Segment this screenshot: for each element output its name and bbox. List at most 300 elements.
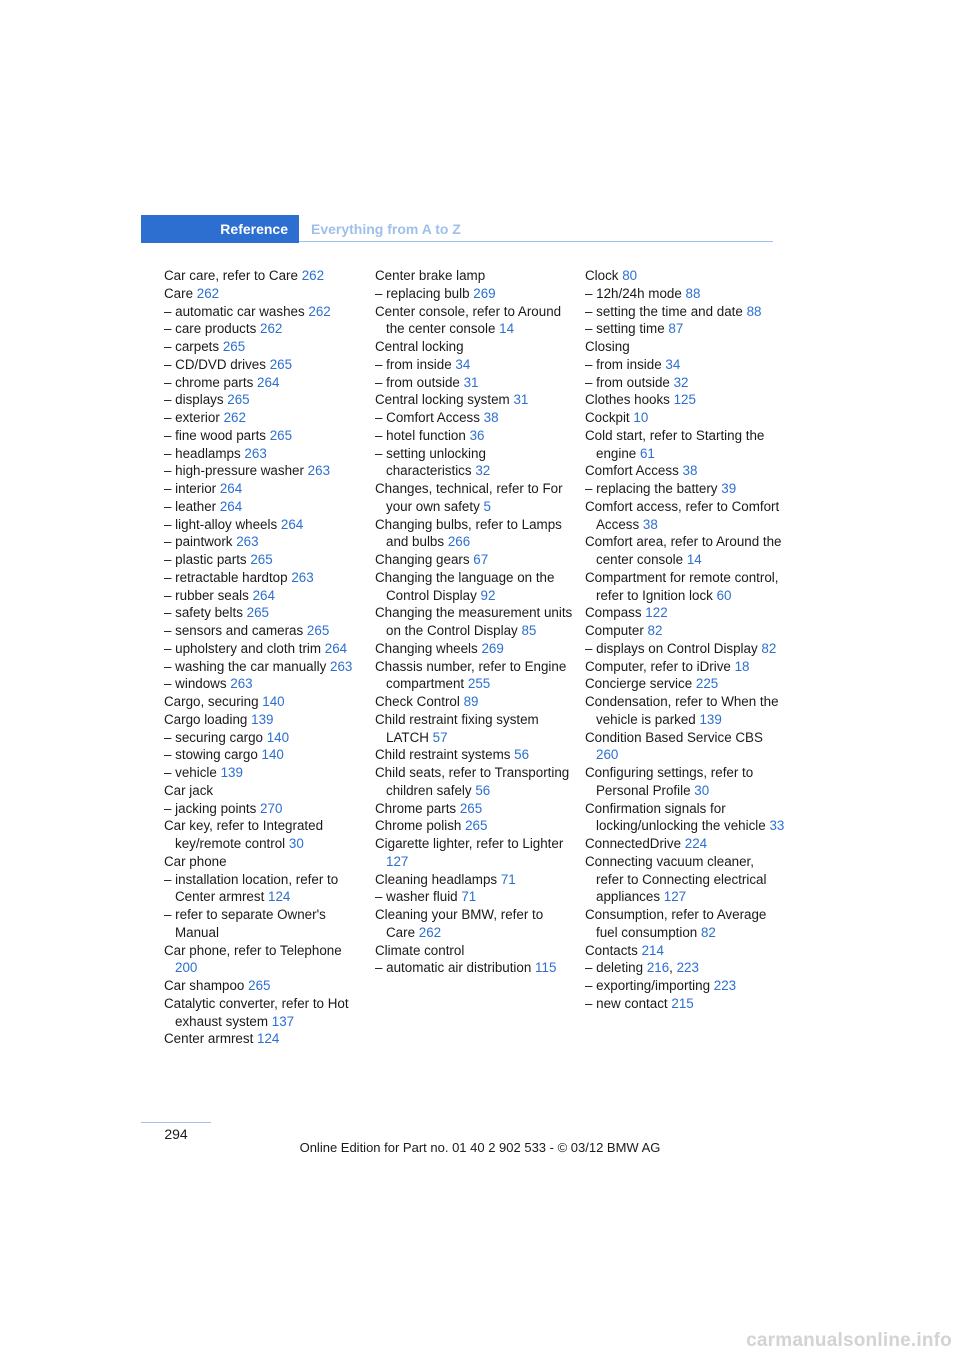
index-entry-text: Child restraint fixing system LATCH <box>375 711 539 745</box>
page-reference-link[interactable]: 264 <box>219 498 243 514</box>
page-reference-link[interactable]: 216 <box>646 960 670 976</box>
page-reference-link[interactable]: 265 <box>269 356 293 372</box>
index-entry <box>164 764 364 782</box>
index-entry <box>375 764 575 800</box>
index-entry <box>375 658 575 694</box>
index-entry-text: Cigarette lighter, refer to Lighter <box>375 836 564 851</box>
index-entry-text: – replacing bulb <box>375 285 470 301</box>
index-entry <box>164 675 364 693</box>
page-reference-link[interactable]: 34 <box>455 356 471 372</box>
page-reference-link[interactable]: 264 <box>252 587 275 603</box>
page-reference-link[interactable]: 139 <box>220 765 243 780</box>
index-entry-text: – light-alloy wheels <box>164 516 278 532</box>
index-entry <box>164 817 364 853</box>
page-reference-link[interactable]: 139 <box>251 711 274 727</box>
index-entry <box>164 374 364 392</box>
page-reference-link[interactable]: 262 <box>260 321 283 337</box>
page-reference-link[interactable]: 263 <box>236 534 259 550</box>
index-entry-text: Center console, refer to Around the center console <box>375 303 562 337</box>
index-entry <box>164 782 364 800</box>
page-reference-link[interactable]: 265 <box>246 605 269 621</box>
index-entry-text: Confirmation signals for locking/unlocking the vehicle <box>585 800 766 834</box>
index-entry-text: Chrome parts <box>375 800 457 816</box>
page-reference-link[interactable]: 5 <box>483 498 491 514</box>
index-entry <box>585 640 785 658</box>
index-entry-text: Check Control <box>375 694 460 709</box>
index-entry <box>164 285 364 303</box>
index-entry <box>375 640 575 658</box>
page-reference-link[interactable]: 36 <box>469 427 485 443</box>
index-entry <box>164 729 364 747</box>
index-entry <box>585 285 785 303</box>
page-reference-link[interactable]: 14 <box>499 321 515 337</box>
page-reference-link[interactable]: 262 <box>223 410 246 425</box>
index-entry <box>164 604 364 622</box>
index-entry <box>375 338 575 356</box>
page-reference-link[interactable]: 34 <box>665 356 681 372</box>
index-entry <box>164 533 364 551</box>
page-reference-link[interactable]: 260 <box>596 747 619 763</box>
header-section-label: Reference <box>220 221 288 237</box>
index-entry-text: Condensation, refer to When the vehicle is parked <box>585 694 779 727</box>
index-entry <box>164 693 364 711</box>
page-reference-link[interactable]: 61 <box>639 445 655 461</box>
page-reference-link[interactable]: 265 <box>248 978 271 993</box>
index-entry-text: – retractable hardtop <box>164 569 288 585</box>
index-entry <box>164 906 364 942</box>
page-reference-link[interactable]: 215 <box>671 995 694 1011</box>
page-reference-link[interactable]: 71 <box>461 889 477 905</box>
index-entry <box>585 533 785 569</box>
index-entry-text: Center brake lamp <box>375 268 486 283</box>
page-reference-link[interactable]: 31 <box>513 392 529 408</box>
page-reference-link[interactable]: 127 <box>386 853 409 869</box>
index-entry-text: – Comfort Access <box>375 410 480 425</box>
index-entry-text: Comfort area, refer to Around the center console <box>585 534 782 567</box>
index-entry-text: Comfort Access <box>585 463 679 479</box>
index-entry <box>585 391 785 409</box>
index-entry <box>164 800 364 818</box>
header-rule <box>299 241 773 242</box>
page-reference-link[interactable]: 265 <box>227 392 250 408</box>
index-entry-text: Comfort access, refer to Comfort Access <box>585 498 780 532</box>
index-entry-text: – washing the car manually <box>164 658 327 674</box>
page-reference-link[interactable]: 80 <box>622 268 638 283</box>
index-column-1 <box>164 267 364 1048</box>
index-entry <box>164 746 364 764</box>
index-entry-text: Care <box>164 285 194 301</box>
index-entry <box>164 977 364 995</box>
index-entry <box>375 409 575 427</box>
page-reference-link[interactable]: 265 <box>459 800 483 816</box>
index-entry <box>585 374 785 392</box>
index-entry-text: Clothes hooks <box>585 392 670 408</box>
index-entry <box>375 959 575 977</box>
page-reference-link[interactable]: 89 <box>463 694 479 709</box>
index-entry <box>585 764 785 800</box>
index-entry <box>375 356 575 374</box>
index-entry-text: Changing wheels <box>375 640 478 656</box>
index-entry-text: Car care, refer to Care <box>164 268 298 283</box>
index-entry-text: Compartment for remote control, refer to Ignition lock <box>585 569 779 603</box>
page-number: 294 <box>164 1126 188 1142</box>
page-reference-link[interactable]: 263 <box>244 445 267 461</box>
index-entry-text: – from outside <box>585 374 670 390</box>
page-reference-link[interactable]: 139 <box>699 711 722 727</box>
page-reference-link[interactable]: 30 <box>288 836 304 851</box>
index-entry <box>375 374 575 392</box>
index-entry-text: Cockpit <box>585 410 630 425</box>
index-entry-text: Cleaning headlamps <box>375 871 498 887</box>
index-entry-text: – carpets <box>164 339 220 354</box>
page-reference-link[interactable]: 264 <box>257 374 280 390</box>
index-entry <box>375 604 575 640</box>
index-entry <box>164 711 364 729</box>
page-reference-link[interactable]: 60 <box>716 587 732 603</box>
page-reference-link[interactable]: 262 <box>308 303 331 319</box>
index-entry-text: Compass <box>585 605 642 621</box>
page-reference-link[interactable]: 264 <box>324 640 348 656</box>
page-reference-link[interactable]: 224 <box>684 836 708 851</box>
index-entry <box>164 516 364 534</box>
index-entry <box>375 427 575 445</box>
page-reference-link[interactable]: 124 <box>268 889 291 905</box>
page-reference-link[interactable]: 88 <box>746 303 762 319</box>
index-entry-text: Cargo loading <box>164 711 248 727</box>
index-entry <box>375 817 575 835</box>
page-reference-link[interactable]: 56 <box>475 782 491 798</box>
index-entry-text: – setting unlocking characteristics <box>375 445 486 479</box>
index-entry-text: Condition Based Service CBS <box>585 729 763 745</box>
index-entry-text: Connecting vacuum cleaner, refer to Connecting electrical appliances <box>585 853 767 905</box>
index-entry <box>585 942 785 960</box>
index-entry-text: Cleaning your BMW, refer to Care <box>375 907 544 940</box>
index-entry <box>585 906 785 942</box>
page-reference-link[interactable]: 223 <box>713 978 737 993</box>
index-entry <box>585 480 785 498</box>
index-entry-text: Child restraint systems <box>375 747 511 763</box>
index-entry <box>585 658 785 676</box>
page-reference-link[interactable]: 124 <box>257 1031 280 1047</box>
index-entry-text: Car phone <box>164 853 227 869</box>
index-entry-text: Car key, refer to Integrated key/remote control <box>164 818 324 851</box>
index-entry <box>375 888 575 906</box>
page-reference-link[interactable]: 140 <box>266 729 290 745</box>
watermark: carmanualsonline.info <box>746 1330 952 1351</box>
index-entry <box>164 320 364 338</box>
page-reference-link[interactable]: 225 <box>695 676 719 692</box>
index-entry <box>164 995 364 1031</box>
footer-rule <box>141 1122 211 1123</box>
index-entry-text: – upholstery and cloth trim <box>164 640 322 656</box>
index-entry <box>585 569 785 605</box>
index-entry-text: – setting the time and date <box>585 303 743 319</box>
index-entry-text: – vehicle <box>164 765 217 780</box>
index-entry-text: Consumption, refer to Average fuel consumption <box>585 907 767 940</box>
index-entry <box>585 995 785 1013</box>
index-entry-text: Center armrest <box>164 1031 254 1047</box>
index-entry-text: Computer, refer to iDrive <box>585 658 731 674</box>
index-entry <box>375 835 575 871</box>
index-entry <box>585 320 785 338</box>
index-entry <box>585 267 785 285</box>
index-entry <box>585 427 785 463</box>
index-entry-text: Central locking <box>375 339 464 354</box>
index-entry-text: – safety belts <box>164 605 243 621</box>
index-entry <box>585 675 785 693</box>
index-entry <box>585 729 785 765</box>
page-reference-link[interactable]: 265 <box>222 339 246 354</box>
index-entry-text: – replacing the battery <box>585 481 718 496</box>
index-entry <box>375 445 575 481</box>
index-entry <box>375 480 575 516</box>
index-entry-text: – washer fluid <box>375 889 458 905</box>
index-entry <box>375 942 575 960</box>
index-entry: – deleting 216, 223 <box>585 960 699 976</box>
index-entry-text: – displays <box>164 392 224 408</box>
index-entry-text: – automatic car washes <box>164 303 305 319</box>
page-reference-link[interactable]: 115 <box>535 960 557 976</box>
index-entry-text: Contacts <box>585 942 638 958</box>
index-column-2 <box>375 267 575 977</box>
page-reference-link[interactable]: 92 <box>480 587 496 603</box>
index-entry-text: Car phone, refer to Telephone <box>164 942 342 958</box>
index-column-3 <box>585 267 785 1013</box>
header-topic-label: Everything from A to Z <box>311 221 461 237</box>
index-entry <box>164 427 364 445</box>
index-entry <box>375 303 575 339</box>
index-entry-text: – care products <box>164 321 257 337</box>
page-reference-link[interactable]: 38 <box>483 410 499 425</box>
index-entry <box>375 391 575 409</box>
page-reference-link[interactable]: 140 <box>261 747 284 763</box>
index-entry <box>375 800 575 818</box>
index-entry-text: ConnectedDrive <box>585 836 682 851</box>
index-entry <box>585 853 785 906</box>
page-reference-link[interactable]: 127 <box>663 889 687 905</box>
page-reference-link[interactable]: 32 <box>673 374 689 390</box>
index-entry-text: – from inside <box>375 356 452 372</box>
index-entry <box>375 906 575 942</box>
index-entry-text: – headlamps <box>164 445 241 461</box>
index-entry <box>164 942 364 978</box>
page-reference-link[interactable]: 265 <box>269 427 293 443</box>
page-reference-link[interactable]: 265 <box>306 623 330 638</box>
index-entry <box>164 658 364 676</box>
page-reference-link[interactable]: 18 <box>734 658 750 674</box>
index-entry <box>375 569 575 605</box>
index-entry-text: – CD/DVD drives <box>164 356 266 372</box>
index-entry-text: Changing the measurement units on the Control Display <box>375 605 573 638</box>
index-entry-text: Climate control <box>375 942 465 958</box>
page-reference-link[interactable]: 122 <box>645 605 668 621</box>
index-entry <box>585 693 785 729</box>
index-entry-text: Child seats, refer to Transporting children safely <box>375 765 570 798</box>
index-entry-text: Computer <box>585 623 644 638</box>
page-reference-link[interactable]: 265 <box>250 552 273 567</box>
index-entry <box>585 498 785 534</box>
index-entry-text: – fine wood parts <box>164 427 266 443</box>
index-entry-text: – stowing cargo <box>164 747 258 763</box>
page-reference-link[interactable]: 88 <box>685 285 701 301</box>
page-reference-link[interactable]: 263 <box>330 658 353 674</box>
page-reference-link[interactable]: 57 <box>432 729 448 745</box>
index-entry <box>585 622 785 640</box>
index-entry-text: – hotel function <box>375 427 466 443</box>
index-entry <box>164 356 364 374</box>
edition-note: Online Edition for Part no. 01 40 2 902 533 - © 03/12 BMW AG <box>299 1140 661 1155</box>
index-entry <box>375 711 575 747</box>
page-reference-link[interactable]: 137 <box>271 1013 295 1029</box>
index-entry <box>164 622 364 640</box>
page-reference-link[interactable]: 264 <box>280 516 304 532</box>
index-entry-text: Configuring settings, refer to Personal Profile <box>585 765 754 798</box>
page-reference-link[interactable]: 140 <box>262 694 285 709</box>
index-entry <box>164 551 364 569</box>
page-reference-link[interactable]: 10 <box>633 410 649 425</box>
index-entry-text: – paintwork <box>164 534 233 550</box>
page-reference-link[interactable]: 262 <box>418 924 442 940</box>
index-entry <box>164 462 364 480</box>
index-entry-text: – securing cargo <box>164 729 263 745</box>
index-entry-text: – leather <box>164 498 217 514</box>
index-entry <box>375 871 575 889</box>
index-entry-text: – plastic parts <box>164 552 247 567</box>
index-entry <box>585 604 785 622</box>
index-entry <box>375 551 575 569</box>
index-entry-text: – exporting/importing <box>585 978 711 993</box>
index-entry <box>375 746 575 764</box>
index-entry <box>585 462 785 480</box>
index-entry-text: – setting time <box>585 321 665 337</box>
index-entry <box>164 338 364 356</box>
page-reference-link[interactable]: 262 <box>196 285 220 301</box>
index-entry-text: Changing bulbs, refer to Lamps and bulbs <box>375 516 562 550</box>
index-entry-text: – displays on Control Display <box>585 640 758 656</box>
index-entry-text: Cold start, refer to Starting the engine <box>585 427 765 461</box>
index-entry-text: – exterior <box>164 410 220 425</box>
index-entry-text: Car shampoo <box>164 978 245 993</box>
page-reference-link[interactable]: 85 <box>521 623 537 638</box>
page-reference-link[interactable]: 87 <box>668 321 684 337</box>
index-entry-text: Concierge service <box>585 676 693 692</box>
page-reference-link[interactable]: 214 <box>641 942 664 958</box>
page-reference-link[interactable]: 265 <box>465 818 488 834</box>
index-entry-text: – from outside <box>375 374 460 390</box>
page-reference-link[interactable]: 67 <box>473 552 489 567</box>
index-entry-text: – chrome parts <box>164 374 254 390</box>
page-reference-link[interactable]: 39 <box>721 481 737 496</box>
page-reference-link[interactable]: 263 <box>307 463 331 479</box>
page-reference-link[interactable]: 200 <box>175 960 198 976</box>
page-reference-link[interactable]: 266 <box>447 534 471 550</box>
index-entry <box>375 693 575 711</box>
page-reference-link[interactable]: 270 <box>260 800 283 816</box>
index-entry-text: – refer to separate Owner's Manual <box>164 907 326 940</box>
page-reference-link[interactable]: 33 <box>769 818 785 834</box>
page-reference-link[interactable]: 264 <box>219 481 243 496</box>
page-reference-link[interactable]: 38 <box>642 516 658 532</box>
page-reference-link[interactable]: 269 <box>473 285 496 301</box>
index-entry-text: – interior <box>164 481 217 496</box>
index-entry-text: – 12h/24h mode <box>585 285 682 301</box>
index-entry <box>164 267 364 285</box>
page-reference-link[interactable]: 223 <box>676 960 699 976</box>
index-entry-text: Catalytic converter, refer to Hot exhaust system <box>164 995 349 1029</box>
page-reference-link[interactable]: 263 <box>230 676 253 692</box>
index-entry-text: – installation location, refer to Center armrest <box>164 871 339 905</box>
index-entry-text: Chassis number, refer to Engine compartment <box>375 658 567 692</box>
page-reference-link[interactable]: 71 <box>500 871 516 887</box>
index-entry-text: Central locking system <box>375 392 510 408</box>
index-entry-text: – new contact <box>585 995 668 1011</box>
index-entry <box>585 977 785 995</box>
page-reference-link[interactable]: 56 <box>514 747 530 763</box>
page-reference-link[interactable]: 30 <box>694 782 710 798</box>
index-entry-text: – high-pressure washer <box>164 463 304 479</box>
index-entry-text: – from inside <box>585 356 662 372</box>
index-entry <box>164 498 364 516</box>
index-entry-text: – sensors and cameras <box>164 623 304 638</box>
index-entry-text: Closing <box>585 339 630 354</box>
index-entry <box>164 1030 364 1048</box>
index-entry <box>585 356 785 374</box>
page-reference-link[interactable]: 82 <box>700 924 716 940</box>
index-entry <box>585 800 785 836</box>
index-entry-text: Changing the language on the Control Display <box>375 569 555 603</box>
index-entry <box>375 285 575 303</box>
index-entry <box>585 835 785 853</box>
page-reference-link[interactable]: 14 <box>686 552 702 567</box>
page-reference-link[interactable]: 82 <box>647 623 663 638</box>
index-entry <box>164 391 364 409</box>
page-reference-link[interactable]: 82 <box>761 640 777 656</box>
page-reference-link[interactable]: 269 <box>481 640 504 656</box>
index-entry <box>164 871 364 907</box>
index-entry <box>164 569 364 587</box>
index-entry <box>375 516 575 552</box>
index-entry-text: – deleting <box>585 960 644 976</box>
index-entry <box>585 338 785 356</box>
index-entry <box>585 409 785 427</box>
index-entry-text: Changing gears <box>375 552 470 567</box>
page-reference-link[interactable]: 31 <box>463 374 479 390</box>
index-entry-text: Changes, technical, refer to For your own safety <box>375 481 563 514</box>
index-entry-text: Cargo, securing <box>164 694 259 709</box>
index-entry-text: – rubber seals <box>164 587 249 603</box>
page-reference-link[interactable]: 255 <box>467 676 491 692</box>
index-entry <box>585 303 785 321</box>
page-reference-link[interactable]: 263 <box>291 569 314 585</box>
index-entry-text: – windows <box>164 676 227 692</box>
index-entry <box>164 303 364 321</box>
index-entry <box>164 409 364 427</box>
page-reference-link[interactable]: 125 <box>673 392 696 408</box>
index-entry-text: Clock <box>585 268 619 283</box>
index-entry-text: – automatic air distribution <box>375 960 532 976</box>
index-entry-text: – jacking points <box>164 800 257 816</box>
index-entry-text: Chrome polish <box>375 818 462 834</box>
index-entry <box>164 445 364 463</box>
index-entry <box>164 853 364 871</box>
page-reference-link[interactable]: 32 <box>475 463 491 479</box>
page-reference-link[interactable]: 262 <box>301 268 325 283</box>
index-entry-text: Car jack <box>164 782 214 798</box>
page-reference-link[interactable]: 38 <box>682 463 698 479</box>
index-entry <box>164 587 364 605</box>
index-entry <box>164 480 364 498</box>
index-entry <box>375 267 575 285</box>
